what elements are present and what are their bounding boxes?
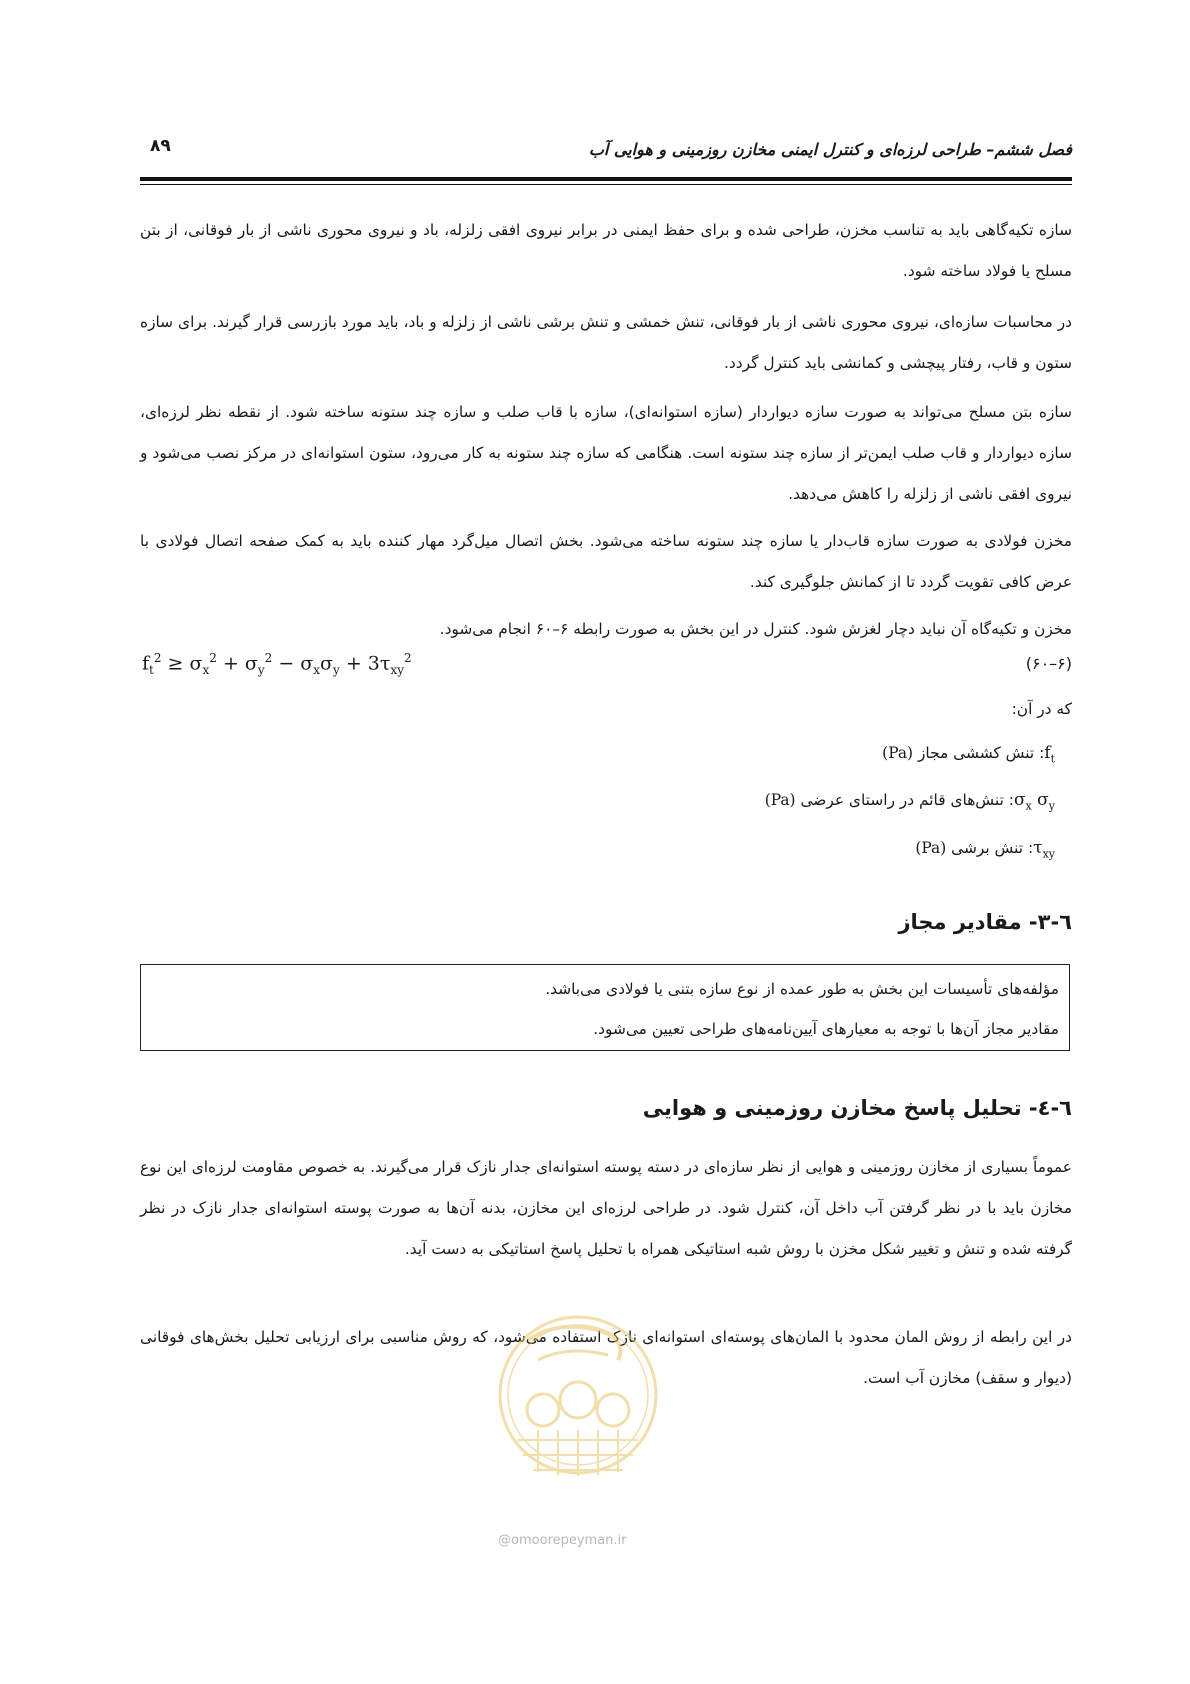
definition-sigma	[765, 790, 1055, 812]
section-heading-response-analysis: ٦-٤- تحلیل پاسخ مخازن روزمینی و هوایی	[642, 1096, 1072, 1120]
body-paragraph: سازه تکیه‌گاهی باید به تناسب مخزن، طراحی شده و برای حفظ ایمنی در برابر نیروی افقی زلزله، باد و نیروی محوری ناشی از بار فوقانی، از بتن مسلح یا فولاد ساخته شود.	[140, 221, 1072, 280]
definition-symbol: $\tau_{xy}$	[1033, 838, 1055, 861]
running-header-title: فصل ششم– طراحی لرزه‌ای و کنترل ایمنی مخازن روزمینی و هوایی آب	[588, 140, 1072, 159]
definition-unit: (Pa)	[915, 839, 947, 857]
section-heading-allowable-values: ٦-٣- مقادیر مجاز	[898, 910, 1072, 934]
definition-unit: (Pa)	[882, 744, 914, 762]
note-box	[140, 964, 1070, 1051]
body-paragraph: در محاسبات سازه‌ای، نیروی محوری ناشی از بار فوقانی، تنش خمشی و تنش برشی ناشی از زلزله و باد، باید مورد بازرسی قرار گیرند. برای سازه ستون و قاب، رفتار پیچشی و کمانشی باید کنترل گردد.	[140, 313, 1072, 372]
body-paragraph: مخزن و تکیه‌گاه آن نباید دچار لغزش شود. کنترل در این بخش به صورت رابطه ۶–۶۰ انجام می‌شود.	[439, 620, 1072, 638]
watermark-url: @omoorepeyman.ir	[498, 1533, 627, 1548]
page-number: ۸۹	[150, 136, 171, 156]
header-rule-thick	[140, 177, 1072, 181]
note-line: مقادیر مجاز آن‌ها با توجه به معیارهای آیین‌نامه‌های طراحی تعیین می‌شود.	[593, 1020, 1059, 1038]
body-paragraph: مخزن فولادی به صورت سازه قاب‌دار یا سازه چند ستونه ساخته می‌شود. بخش اتصال میل‌گرد مهار کننده باید به کمک صفحه اتصال فولادی با عرض کافی تقویت گردد تا از کمانش جلوگیری کند.	[140, 532, 1072, 591]
definition-symbol: $f_t$	[1044, 743, 1055, 766]
where-label: که در آن:	[1011, 700, 1072, 718]
definition-tau	[915, 838, 1055, 860]
definition-unit: (Pa)	[764, 791, 796, 809]
watermark-logo	[488, 1300, 668, 1500]
definition-text: : تنش کششی مجاز	[917, 744, 1045, 762]
definition-symbol: $\sigma_x$ $\sigma_y$	[1013, 790, 1055, 813]
equation-number: (۶–۶۰)	[1025, 654, 1072, 673]
definition-text: : تنش‌های قائم در راستای عرضی	[800, 791, 1014, 809]
definition-text: : تنش برشی	[951, 839, 1034, 857]
body-paragraph: در این رابطه از روش المان محدود با المان‌های پوسته‌ای استوانه‌ای نازک استفاده می‌شود، که روش مناسبی برای ارزیابی تحلیل بخش‌های فوقانی (دیوار و سقف) مخازن آب است.	[140, 1328, 1072, 1387]
definition-ft	[882, 743, 1055, 765]
header-rule-thin	[140, 184, 1072, 185]
note-line: مؤلفه‌های تأسیسات این بخش به طور عمده از نوع سازه بتنی یا فولادی می‌باشد.	[545, 980, 1059, 998]
equation-formula: $f_t^2 \ge \sigma_x^2 + \sigma_y^2 - \sigma_x\sigma_y + 3\tau_{xy}^2$	[142, 651, 412, 678]
body-paragraph: عموماً بسیاری از مخازن روزمینی و هوایی از نظر سازه‌ای در دسته پوسته استوانه‌ای جدار نازک قرار می‌گیرند. به خصوص مقاومت لرزه‌ای این نوع مخازن باید با در نظر گرفتن آب داخل آن، کنترل شود. در طراحی لرزه‌ای این مخازن، بدنه آن‌ها به صورت پوسته استوانه‌ای جدار نازک در نظر گرفته شده و تنش و تغییر شکل مخزن با روش شبه استاتیکی همراه با تحلیل پاسخ استاتیکی به دست آید.	[140, 1158, 1072, 1258]
body-paragraph: سازه بتن مسلح می‌تواند به صورت سازه دیواردار (سازه استوانه‌ای)، سازه با قاب صلب و سازه چند ستونه ساخته شود. از نقطه نظر لرزه‌ای، سازه دیواردار و قاب صلب ایمن‌تر از سازه چند ستونه است. هنگامی که سازه چند ستونه به کار می‌رود، ستون استوانه‌ای در مرکز نصب می‌شود و نیروی افقی ناشی از زلزله را کاهش می‌دهد.	[140, 403, 1072, 503]
